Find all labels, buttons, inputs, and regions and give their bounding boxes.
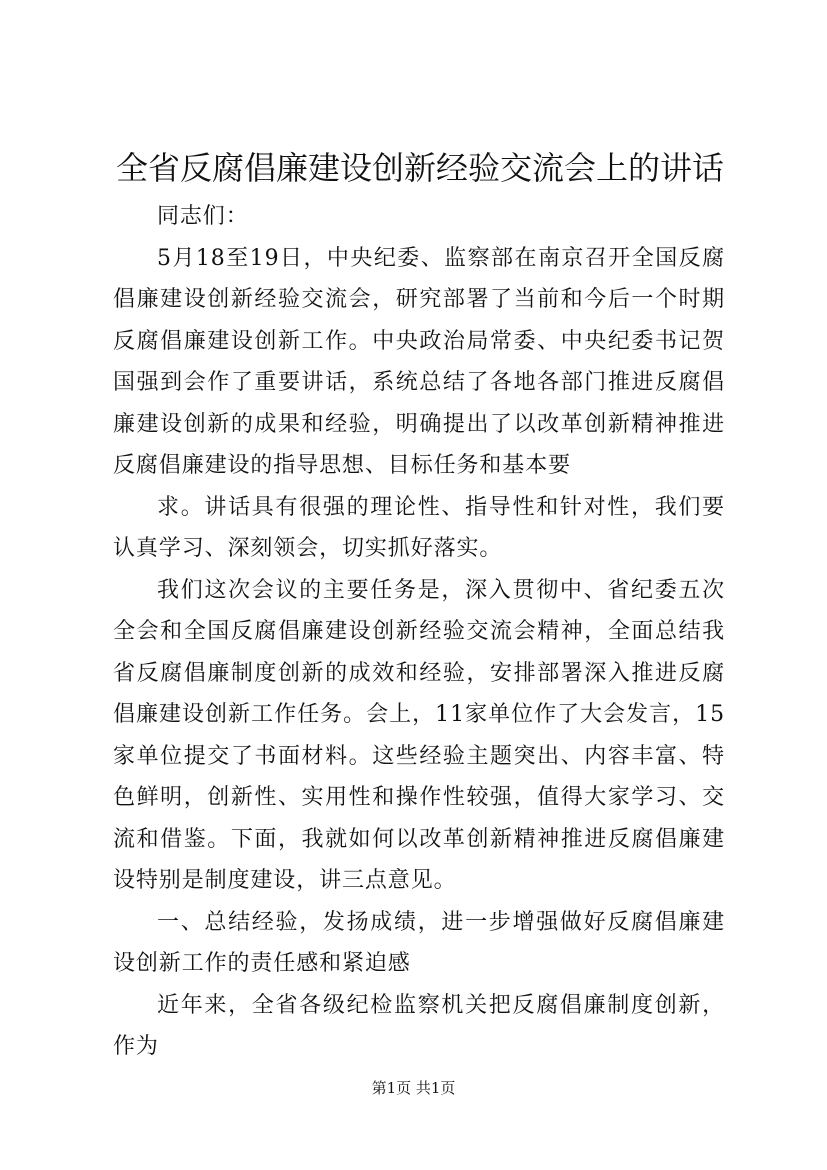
body-paragraph: 5月18至19日，中央纪委、监察部在南京召开全国反腐倡廉建设创新经验交流会，研究部署了当前和今后一个时期反腐倡廉建设创新工作。中央政治局常委、中央纪委书记贺国强到会作了重要讲话，系统总结了各地各部门推进反腐倡廉建设创新的成果和经验，明确提出了以改革创新精神推进反腐倡廉建设的指导思想、目标任务和基本要 [113, 245, 725, 478]
body-paragraph: 求。讲话具有很强的理论性、指导性和针对性，我们要认真学习、深刻领会，切实抓好落实。 [113, 494, 725, 561]
page-number-label: 第1页 共1页 [371, 1079, 456, 1097]
section-heading-paragraph: 一、总结经验，发扬成绩，进一步增强做好反腐倡廉建设创新工作的责任感和紧迫感 [113, 909, 725, 976]
document-title: 全省反腐倡廉建设创新经验交流会上的讲话 [115, 149, 724, 187]
body-paragraph: 近年来，全省各级纪检监察机关把反腐倡廉制度创新，作为 [113, 992, 725, 1059]
document-body [113, 196, 725, 1068]
body-paragraph: 我们这次会议的主要任务是，深入贯彻中、省纪委五次全会和全国反腐倡廉建设创新经验交流会精神，全面总结我省反腐倡廉制度创新的成效和经验，安排部署深入推进反腐倡廉建设创新工作任务。会上，11家单位作了大会发言，15家单位提交了书面材料。这些经验主题突出、内容丰富、特色鲜明，创新性、实用性和操作性较强，值得大家学习、交流和借鉴。下面，我就如何以改革创新精神推进反腐倡廉建设特别是制度建设，讲三点意见。 [113, 577, 725, 893]
salutation-paragraph: 同志们： [157, 204, 249, 229]
page-footer [0, 1078, 827, 1098]
